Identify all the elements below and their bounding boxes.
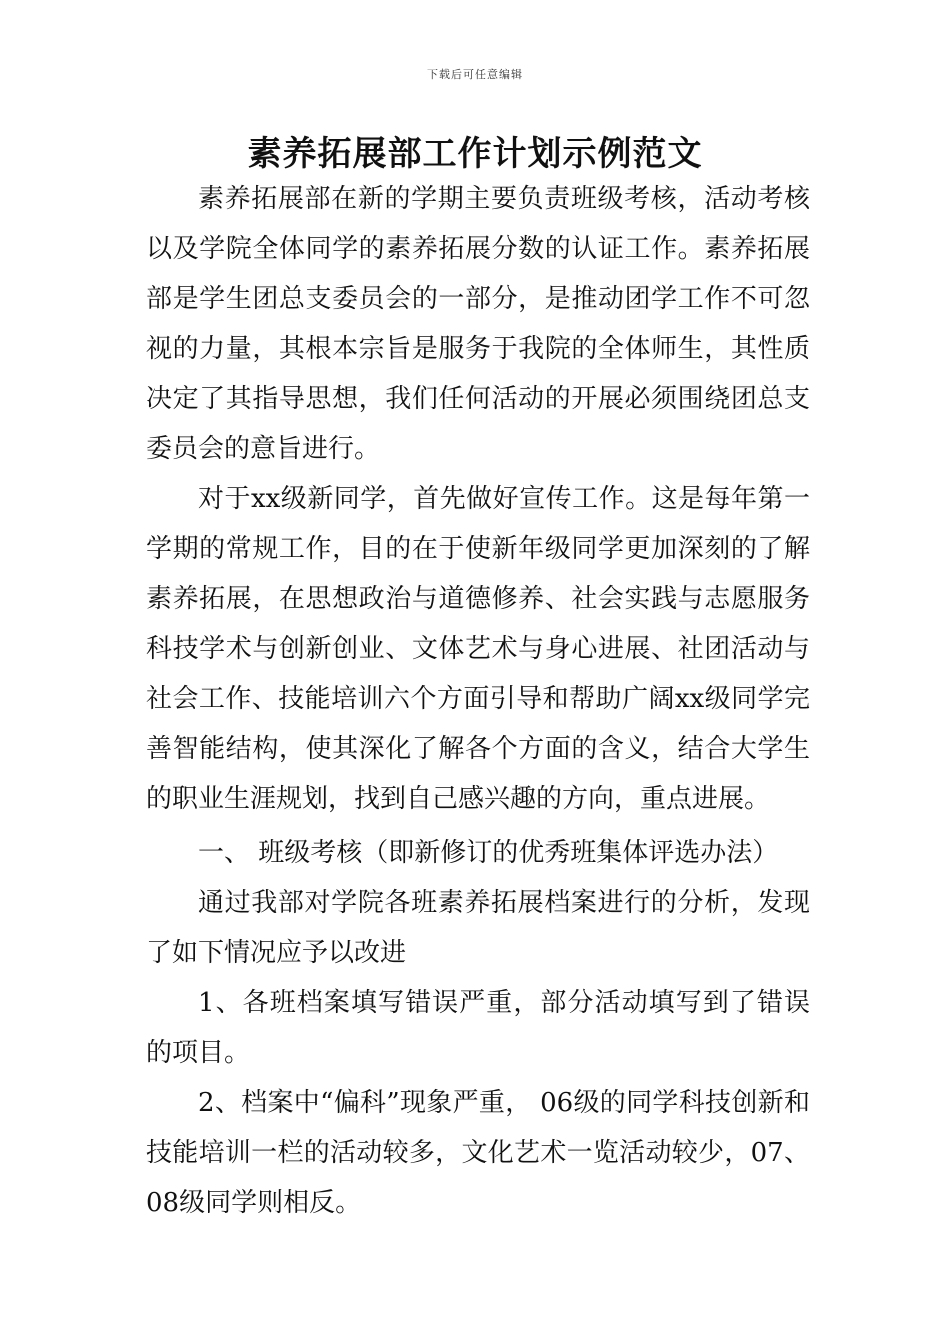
paragraph-intro: 素养拓展部在新的学期主要负责班级考核，活动考核以及学院全体同学的素养拓展分数的认证工作。素养拓展部是学生团总支委员会的一部分，是推动团学工作不可忽视的力量，其根本宗旨是服务于我院的全体师生，其性质决定了其指导思想，我们任何活动的开展必须围绕团总支委员会的意旨进行。: [146, 184, 810, 464]
paragraph-new-students: 对于xx级新同学，首先做好宣传工作。这是每年第一学期的常规工作，目的在于使新年级同学更加深刻的了解素养拓展，在思想政治与道德修养、社会实践与志愿服务科技学术与创新创业、文体艺术与身心进展、社团活动与社会工作、技能培训六个方面引导和帮助广阔xx级同学完善智能结构，使其深化了解各个方面的含义，结合大学生的职业生涯规划，找到自己感兴趣的方向，重点进展。: [146, 484, 810, 814]
header-note: 下载后可任意编辑: [427, 68, 523, 81]
list-item-1: 1、各班档案填写错误严重，部分活动填写到了错误的项目。: [146, 988, 810, 1068]
document-body: [146, 174, 810, 1228]
paragraph-analysis: 通过我部对学院各班素养拓展档案进行的分析，发现了如下情况应予以改进: [146, 888, 810, 968]
document-title: 素养拓展部工作计划示例范文: [247, 134, 703, 174]
list-item-2: 2、档案中“偏科”现象严重， 06级的同学科技创新和技能培训一栏的活动较多，文化艺术一览活动较少，07、08级同学则相反。: [146, 1088, 810, 1218]
section-heading-class-assessment: 一、 班级考核（即新修订的优秀班集体评选办法）: [198, 838, 779, 868]
